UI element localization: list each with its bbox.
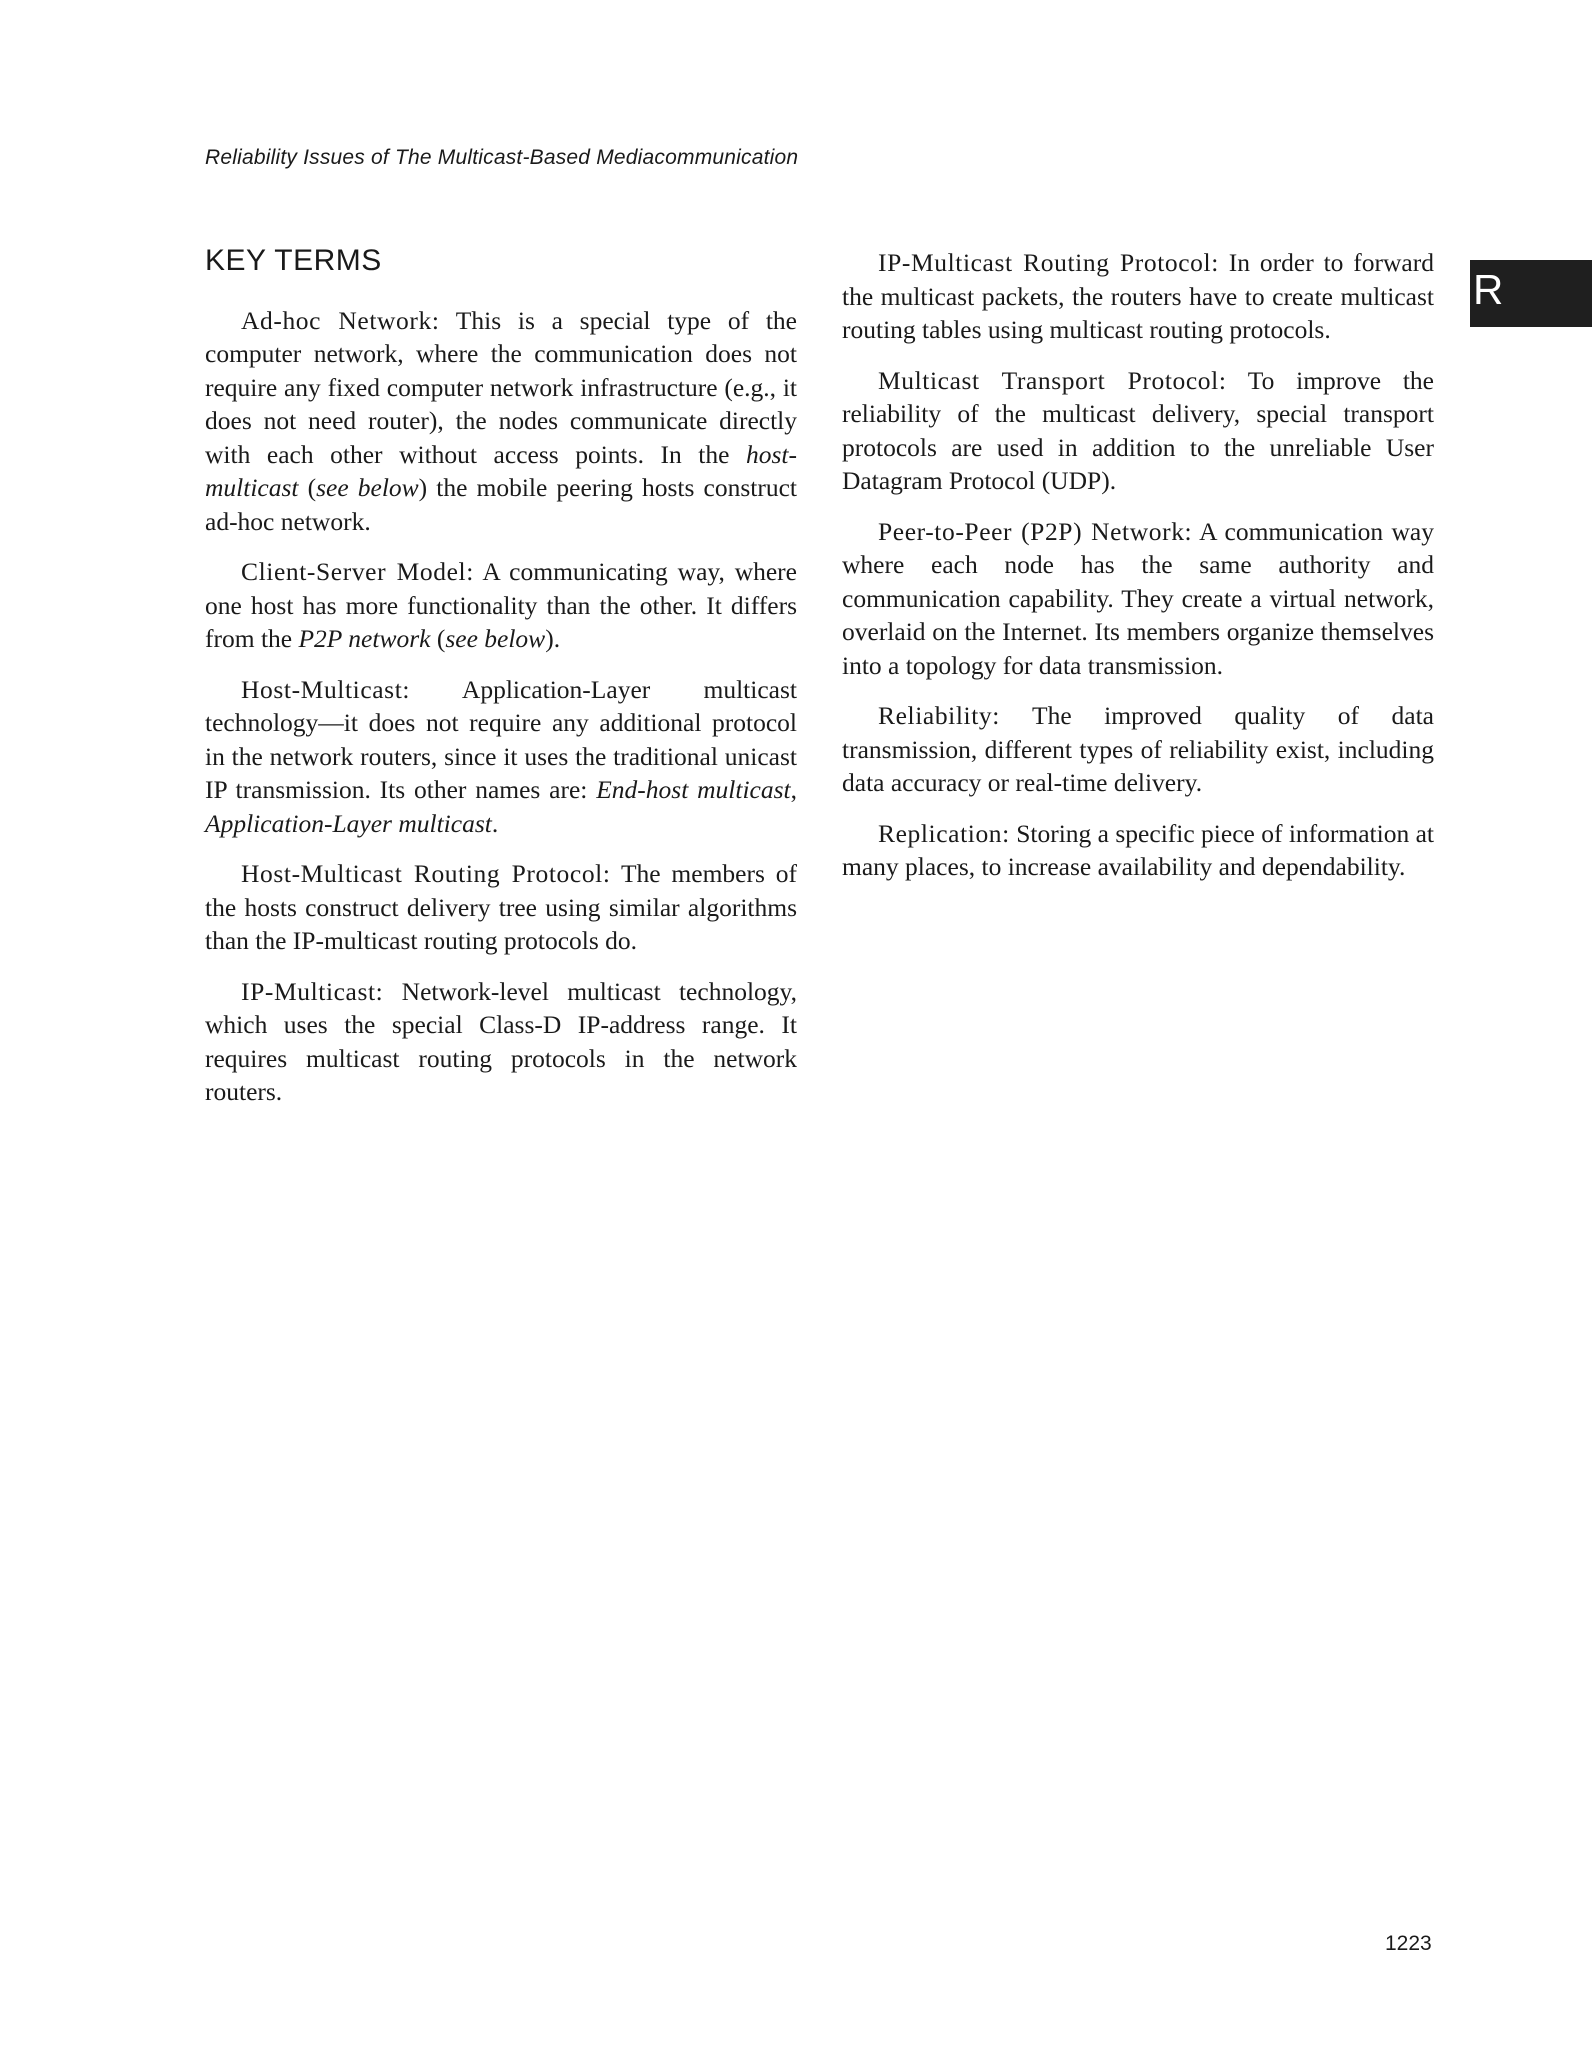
- key-term-label: Replication:: [878, 818, 1010, 848]
- definition-text: Network-level multicast technology, which uses the special Class-D IP-address range. It requires multicast routing protocols in the network routers.: [205, 976, 797, 1106]
- definition-italic-text: End-host multicast: [596, 775, 791, 804]
- definition-italic-text: host-multicast: [205, 439, 797, 502]
- key-term-entry: [842, 515, 1434, 683]
- definition-text: A communication way where each node has the same authority and communication capability. They create a virtual network, overlaid on the Internet. Its members organize themselves into a topology for data transmission.: [842, 516, 1434, 680]
- definition-italic-text: see below: [316, 473, 419, 502]
- right-entries: [842, 246, 1434, 884]
- key-term-entry: [205, 304, 797, 539]
- key-term-entry: [205, 673, 797, 841]
- definition-text: ) the mobile peering hosts construct ad-hoc network.: [205, 473, 797, 536]
- key-term-entry: [842, 364, 1434, 498]
- definition-text: .: [491, 808, 499, 838]
- definition-text: Storing a specific piece of information at many places, to increase availability and dependability.: [842, 818, 1434, 881]
- key-term-label: Client-Server Model:: [241, 557, 474, 586]
- right-column: [842, 246, 1434, 901]
- page-number: 1223: [1385, 1932, 1432, 1955]
- key-term-label: Host-Multicast Routing Protocol:: [241, 859, 611, 888]
- key-term-label: Peer-to-Peer (P2P) Network:: [878, 516, 1193, 546]
- key-term-entry: [205, 857, 797, 958]
- key-term-entry: [205, 555, 797, 656]
- definition-italic-text: see below: [445, 624, 546, 653]
- definition-text: The members of the hosts construct delivery tree using similar algorithms than the IP-multicast routing protocols do.: [205, 859, 797, 955]
- definition-text: In order to forward the multicast packets, the routers have to create multicast routing tables using multicast routing protocols.: [842, 248, 1434, 344]
- definition-text: Application-Layer multicast technology—it does not require any additional protocol in the network routers, since it uses the traditional unicast IP transmission. Its other names are:: [205, 674, 797, 804]
- definition-text: ,: [790, 775, 797, 804]
- key-term-label: IP-Multicast Routing Protocol:: [878, 248, 1219, 277]
- key-term-entry: [842, 699, 1434, 800]
- key-term-label: Multicast Transport Protocol:: [878, 365, 1227, 395]
- key-term-entry: [205, 975, 797, 1109]
- definition-text: This is a special type of the computer network, where the communication does not require any fixed computer network infrastructure (e.g., it does not need router), the nodes communicate directly with each other without access points. In the: [205, 305, 797, 469]
- key-term-entry: [842, 246, 1434, 347]
- definition-text: The improved quality of data transmission, different types of reliability exist, including data accuracy or real-time delivery.: [842, 701, 1434, 797]
- left-entries: [205, 304, 797, 1109]
- running-header: Reliability Issues of The Multicast-Based Mediacommunication: [205, 146, 799, 169]
- section-heading: KEY TERMS: [205, 244, 382, 277]
- section-thumb-tab: R: [1470, 260, 1592, 327]
- key-term-label: IP-Multicast:: [241, 976, 384, 1006]
- key-term-label: Host-Multicast:: [241, 674, 411, 704]
- definition-text: ).: [545, 624, 561, 653]
- definition-text: A communicating way, where one host has more functionality than the other. It differs from the: [205, 557, 797, 653]
- definition-italic-text: P2P network: [298, 624, 431, 653]
- left-column: [205, 240, 797, 1126]
- definition-text: To improve the reliability of the multicast delivery, special transport protocols are used in addition to the unreliable User Datagram Protocol (UDP).: [842, 365, 1435, 495]
- definition-italic-text: Application-Layer multicast: [205, 808, 492, 838]
- key-term-entry: [842, 817, 1434, 884]
- key-term-label: Reliability:: [878, 701, 1000, 730]
- key-term-label: Ad-hoc Network:: [241, 305, 440, 335]
- definition-text: (: [298, 473, 317, 502]
- definition-text: (: [430, 624, 446, 653]
